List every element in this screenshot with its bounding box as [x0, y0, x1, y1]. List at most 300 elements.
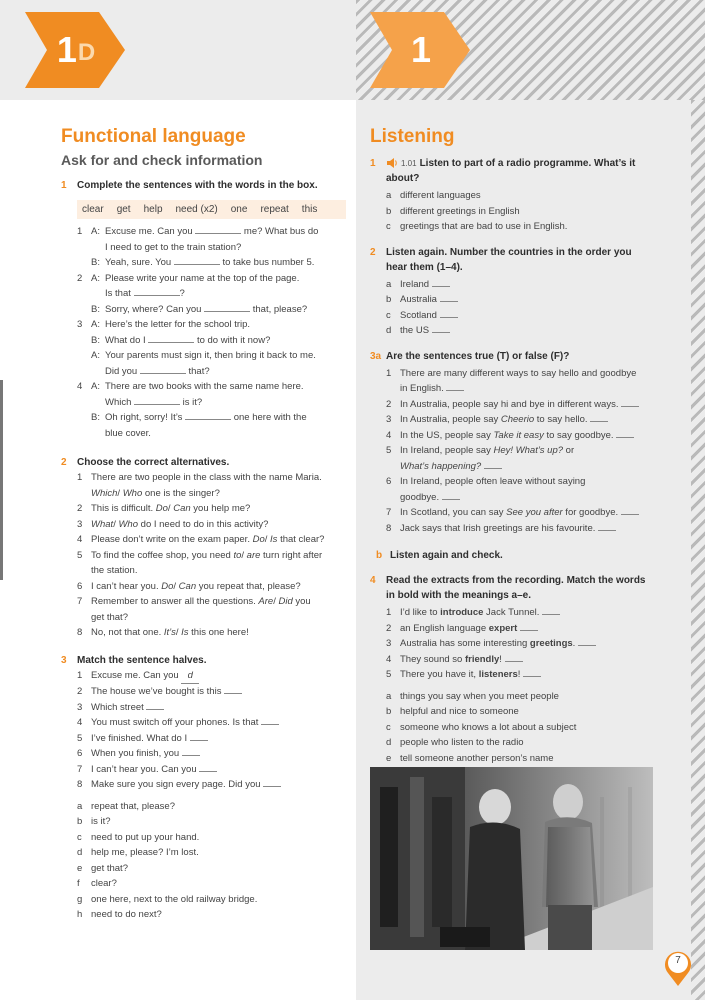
sentence-half — [77, 715, 346, 731]
ending-option — [77, 830, 346, 846]
options-list — [370, 188, 655, 235]
option-letter: f — [77, 878, 80, 889]
option-letter: d — [386, 325, 392, 336]
item-text: Jack says that Irish greetings are his favourite. — [400, 521, 655, 537]
answer-blank[interactable] — [185, 411, 231, 420]
item-number — [77, 410, 91, 426]
item-text: In Australia, people say Cheerio to say hello. — [400, 412, 655, 428]
option-text: things you say when you meet people — [400, 690, 559, 702]
statement-item — [386, 459, 655, 475]
answer-blank[interactable] — [134, 396, 180, 405]
item-text: No, not that one. It’s/ Is this one here! — [91, 627, 249, 638]
statement-item — [386, 490, 655, 506]
item-text: Which/ Who one is the singer? — [91, 487, 220, 499]
answer-blank[interactable] — [440, 309, 458, 318]
ending-option — [77, 861, 346, 877]
item-text: In Ireland, people say Hey! What’s up? or — [400, 445, 575, 456]
exercise-instruction: Listen again and check. — [390, 550, 503, 561]
item-number: 2 — [386, 622, 392, 634]
item-number: 8 — [77, 779, 83, 790]
option-letter: a — [77, 800, 83, 812]
item-number — [77, 426, 91, 442]
item-number — [77, 333, 91, 349]
exercise-number: b — [376, 550, 383, 561]
speaker-label: A: — [91, 381, 100, 392]
line-text: Oh right, sorry! It’s one here with the — [105, 412, 307, 423]
option-letter: c — [77, 831, 82, 843]
item-text: Make sure you sign every page. Did you — [91, 777, 346, 793]
item-number: 1 — [386, 367, 392, 379]
item-number: 3 — [77, 518, 83, 530]
item-text: I can’t hear you. Do/ Can you repeat that, please? — [91, 580, 301, 592]
item-number: 4 — [386, 653, 392, 665]
sentence-half — [77, 700, 346, 716]
option-text: clear? — [91, 878, 117, 889]
item-number: 4 — [386, 429, 392, 441]
item-text: The house we’ve bought is this — [91, 684, 346, 700]
speaker-label: B: — [91, 412, 100, 423]
extracts-list — [370, 605, 655, 683]
statement-item — [386, 505, 655, 521]
dialogue-list — [61, 224, 346, 441]
sentence-half — [77, 746, 346, 762]
answer-blank[interactable] — [616, 429, 634, 438]
item-text: You must switch off your phones. Is that — [91, 715, 346, 731]
line-text: blue cover. — [105, 427, 151, 439]
sentence-half — [77, 731, 346, 747]
item-number — [386, 381, 400, 397]
speaker-label: B: — [91, 334, 100, 346]
speaker-label: A: — [91, 272, 100, 284]
option-text: is it? — [91, 816, 111, 827]
section-subtitle: Ask for and check information — [61, 152, 263, 168]
dialogue-line — [77, 333, 346, 349]
statement-item — [386, 366, 655, 382]
dialogue-line — [77, 364, 346, 380]
answer-blank[interactable] — [134, 287, 180, 296]
alternative-item — [77, 579, 346, 595]
hatch-side-band — [691, 100, 705, 1000]
exercise-number: 2 — [61, 457, 67, 468]
item-text: What/ Who do I need to do in this activity? — [91, 518, 269, 530]
line-text: Sorry, where? Can you that, please? — [105, 303, 308, 315]
option-text: get that? — [91, 862, 128, 874]
extract-item — [386, 667, 655, 683]
speaker-label: B: — [91, 257, 100, 268]
country-item — [386, 323, 655, 339]
box-word: one — [230, 204, 248, 215]
item-text: What’s happening? — [400, 459, 655, 475]
item-text: When you finish, you — [91, 746, 346, 762]
option-letter: e — [386, 752, 392, 764]
option-text: helpful and nice to someone — [400, 706, 519, 717]
unit-badge-left — [25, 12, 125, 88]
option-letter: b — [77, 816, 83, 827]
sentence-half — [77, 684, 346, 700]
item-number — [77, 255, 91, 271]
item-number — [77, 610, 91, 626]
answer-blank[interactable] — [446, 382, 464, 391]
answer-blank[interactable] — [195, 225, 241, 234]
answer-blank[interactable] — [542, 606, 560, 615]
box-word: need (x2) — [175, 204, 218, 215]
speaker-label — [91, 426, 105, 442]
item-number: 2 — [77, 272, 83, 284]
alternative-item — [77, 486, 346, 502]
extract-item — [386, 605, 655, 621]
option-item — [386, 219, 655, 235]
item-number: 6 — [386, 476, 392, 487]
unit-number-right: 1 — [410, 29, 432, 70]
true-false-list — [370, 366, 655, 537]
option-letter: h — [77, 909, 83, 920]
option-text: different languages — [400, 190, 481, 201]
answer-blank[interactable] — [432, 324, 450, 333]
dialogue-line — [77, 302, 346, 318]
item-number: 2 — [77, 503, 83, 514]
sentence-half — [77, 777, 346, 793]
item-text: Please don’t write on the exam paper. Do/ Is that clear? — [91, 534, 325, 545]
option-letter: c — [386, 721, 391, 733]
countries-list — [370, 277, 655, 339]
option-text: the US — [400, 323, 655, 339]
option-text: greetings that are bad to use in English. — [400, 221, 568, 232]
exercise-instruction: Complete the sentences with the words in the box. — [77, 180, 318, 191]
country-item — [386, 308, 655, 324]
line-text: Here’s the letter for the school trip. — [105, 319, 251, 330]
sentence-halves-list — [61, 668, 346, 793]
item-number: 1 — [386, 607, 392, 618]
unit-number: 1 — [56, 29, 77, 70]
item-text: In the US, people say Take it easy to say goodbye. — [400, 428, 655, 444]
line-text: Is that ? — [105, 288, 185, 299]
audio-icon[interactable] — [386, 157, 398, 169]
statement-item — [386, 412, 655, 428]
speaker-label — [91, 364, 105, 380]
answer-blank[interactable] — [182, 755, 200, 756]
line-text: Which is it? — [105, 396, 203, 408]
box-word: clear — [82, 204, 104, 215]
option-text: Australia — [400, 292, 655, 308]
dialogue-line — [77, 348, 346, 364]
speaker-label: A: — [91, 350, 100, 361]
item-text: an English language expert — [400, 621, 655, 637]
option-letter: b — [386, 205, 392, 217]
alternative-item — [77, 501, 346, 517]
item-number — [77, 302, 91, 318]
item-number: 3 — [77, 701, 83, 713]
item-text: There are many different ways to say hello and goodbye — [400, 367, 637, 379]
meaning-option — [386, 735, 655, 751]
item-number: 2 — [386, 398, 392, 410]
extract-item — [386, 652, 655, 668]
answer-blank[interactable] — [621, 506, 639, 515]
item-text: in English. — [400, 381, 655, 397]
item-text: get that? — [91, 611, 128, 623]
exercise-1 — [61, 178, 346, 441]
alternatives-list — [61, 470, 346, 641]
unit-badge-right — [370, 12, 470, 88]
page-number: 7 — [675, 955, 681, 966]
option-letter: d — [77, 847, 83, 858]
answer-blank[interactable] — [440, 293, 458, 302]
option-text: different greetings in English — [400, 205, 520, 217]
ending-option — [77, 814, 346, 830]
item-number: 6 — [77, 748, 83, 759]
option-letter: a — [386, 690, 392, 702]
word-box — [77, 200, 346, 219]
item-number: 3 — [386, 414, 392, 425]
item-text: There you have it, listeners! — [400, 667, 655, 683]
ending-option — [77, 845, 346, 861]
item-number: 5 — [386, 669, 392, 680]
alternative-item — [77, 517, 346, 533]
statement-item — [386, 381, 655, 397]
section-title: Functional language — [61, 126, 246, 147]
line-text: Excuse me. Can you me? What bus do — [105, 226, 319, 237]
dialogue-line — [77, 395, 346, 411]
item-number — [77, 286, 91, 302]
exercise-instruction: Are the sentences true (T) or false (F)? — [386, 350, 570, 362]
answer-blank[interactable] — [190, 740, 208, 741]
item-text: In Scotland, you can say See you after for goodbye. — [400, 505, 655, 521]
item-text: the station. — [91, 565, 138, 576]
answer-blank[interactable]: d — [181, 668, 199, 685]
exercise-instruction: Listen to part of a radio programme. What’s it about? — [386, 158, 636, 184]
item-text: I can’t hear you. Can you — [91, 762, 346, 778]
answer-blank[interactable] — [261, 724, 279, 725]
option-item — [386, 204, 655, 220]
statement-item — [386, 397, 655, 413]
item-number — [77, 486, 91, 502]
item-text: In Australia, people say hi and bye in different ways. — [400, 397, 655, 413]
answer-blank[interactable] — [590, 413, 608, 422]
alternative-item — [77, 610, 346, 626]
option-letter: b — [386, 294, 392, 305]
answer-blank[interactable] — [520, 622, 538, 631]
item-number: 4 — [77, 717, 83, 728]
option-letter: d — [386, 737, 392, 748]
exercise-instruction: Read the extracts from the recording. Match the words in bold with the meanings a–e. — [386, 575, 646, 601]
option-text: Ireland — [400, 277, 655, 293]
meaning-option — [386, 689, 655, 705]
answer-blank[interactable] — [199, 771, 217, 772]
exercise-instruction: Match the sentence halves. — [77, 654, 207, 666]
item-number: 7 — [77, 596, 83, 607]
dialogue-line — [77, 286, 346, 302]
option-text: need to put up your hand. — [91, 831, 200, 843]
exercise-number: 2 — [370, 246, 376, 258]
speaker-label: A: — [91, 226, 100, 237]
item-text: Remember to answer all the questions. Are/ Did you — [91, 596, 311, 607]
option-letter: c — [386, 221, 391, 232]
answer-blank[interactable] — [146, 709, 164, 710]
answer-blank[interactable] — [148, 334, 194, 343]
extract-item — [386, 621, 655, 637]
dialogue-line — [77, 379, 346, 395]
answer-blank[interactable] — [174, 256, 220, 265]
answer-blank[interactable] — [523, 668, 541, 677]
item-number: 7 — [77, 763, 83, 775]
listening-exercise-2 — [370, 245, 655, 339]
meanings-list — [370, 689, 655, 767]
track-number: 1.01 — [401, 159, 417, 168]
listening-exercise-3a — [370, 349, 655, 537]
item-number — [77, 364, 91, 380]
statement-item — [386, 443, 655, 459]
item-number: 4 — [77, 381, 83, 392]
exercise-number: 1 — [61, 180, 67, 191]
speaker-label: B: — [91, 303, 100, 315]
answer-blank[interactable] — [484, 460, 502, 469]
item-text: I’ve finished. What do I — [91, 731, 346, 747]
answer-blank[interactable] — [224, 693, 242, 694]
alternative-item — [77, 594, 346, 610]
box-word: repeat — [260, 204, 289, 215]
ending-option — [77, 892, 346, 908]
item-text: There are two people in the class with the name Maria. — [91, 472, 322, 483]
photo-illustration — [370, 767, 653, 950]
exercise-3 — [61, 653, 346, 923]
option-text: people who listen to the radio — [400, 737, 524, 748]
line-text: What do I to do with it now? — [105, 334, 271, 346]
listening-exercise-3b — [370, 548, 655, 563]
option-letter: b — [386, 706, 392, 717]
item-number: 2 — [77, 686, 83, 697]
dialogue-line — [77, 255, 346, 271]
line-text: Yeah, sure. You to take bus number 5. — [105, 257, 315, 268]
sentence-half — [77, 762, 346, 778]
item-number: 5 — [77, 732, 83, 744]
country-item — [386, 292, 655, 308]
line-text: There are two books with the same name here. — [105, 381, 304, 392]
line-text: Did you that? — [105, 365, 210, 377]
speaker-label — [91, 286, 105, 302]
alternative-item — [77, 563, 346, 579]
answer-blank[interactable] — [505, 653, 523, 662]
answer-blank[interactable] — [621, 398, 639, 407]
answer-blank[interactable] — [432, 278, 450, 287]
answer-blank[interactable] — [140, 365, 186, 374]
item-number: 4 — [77, 534, 83, 545]
option-letter: e — [77, 862, 83, 874]
option-text: Scotland — [400, 308, 655, 324]
exercise-2 — [61, 455, 346, 641]
ending-option — [77, 876, 346, 892]
item-text: Which street — [91, 700, 346, 716]
statement-item — [386, 521, 655, 537]
item-text: To find the coffee shop, you need to/ are turn right after — [91, 549, 323, 561]
item-text: They sound so friendly! — [400, 652, 655, 668]
item-number — [77, 348, 91, 364]
box-word: this — [301, 204, 318, 215]
option-letter: c — [386, 309, 391, 321]
section-title: Listening — [370, 126, 455, 147]
speaker-label — [91, 395, 105, 411]
listening-column — [370, 126, 655, 766]
item-number — [77, 240, 91, 256]
box-word: help — [143, 204, 163, 215]
item-number: 1 — [77, 472, 83, 483]
item-number — [77, 395, 91, 411]
exercise-number: 4 — [370, 575, 376, 586]
item-number: 1 — [77, 669, 83, 681]
alternative-item — [77, 625, 346, 641]
exercise-instruction: Choose the correct alternatives. — [77, 457, 230, 468]
option-text: someone who knows a lot about a subject — [400, 721, 577, 733]
statement-item — [386, 428, 655, 444]
exercise-number: 3 — [61, 654, 67, 666]
dialogue-line — [77, 426, 346, 442]
item-number: 1 — [77, 226, 83, 237]
option-text: one here, next to the old railway bridge. — [91, 893, 258, 905]
option-text: repeat that, please? — [91, 800, 175, 812]
item-number: 5 — [386, 445, 392, 456]
item-text: goodbye. — [400, 490, 655, 506]
answer-blank[interactable] — [204, 303, 250, 312]
listening-exercise-4 — [370, 573, 655, 766]
item-number — [77, 563, 91, 579]
unit-letter: D — [77, 39, 96, 66]
location-pin-icon — [662, 947, 694, 987]
item-text: This is difficult. Do/ Can you help me? — [91, 503, 251, 514]
dialogue-line — [77, 410, 346, 426]
meaning-option — [386, 720, 655, 736]
item-number: 3 — [386, 638, 392, 649]
answer-blank[interactable] — [578, 637, 596, 646]
item-number: 8 — [386, 522, 392, 534]
answer-blank[interactable] — [442, 491, 460, 500]
alternative-item — [77, 532, 346, 548]
extract-item — [386, 636, 655, 652]
option-letter: a — [386, 278, 392, 290]
option-letter: a — [386, 190, 392, 201]
item-number: 8 — [77, 627, 83, 638]
item-number: 6 — [77, 580, 83, 592]
line-text: Your parents must sign it, then bring it back to me. — [105, 350, 316, 361]
line-text: I need to get to the train station? — [105, 241, 242, 253]
answer-blank[interactable] — [598, 522, 616, 531]
line-text: Please write your name at the top of the page. — [105, 272, 300, 284]
functional-language-column — [61, 126, 346, 923]
option-text: tell someone another person’s name — [400, 752, 554, 764]
listening-exercise-1 — [370, 156, 655, 235]
option-text: help me, please? I’m lost. — [91, 847, 199, 858]
endings-list — [61, 799, 346, 923]
item-text: In Ireland, people often leave without saying — [400, 476, 586, 487]
meaning-option — [386, 751, 655, 767]
box-word: get — [116, 204, 131, 215]
option-letter: g — [77, 893, 83, 905]
binding-edge-mark — [0, 380, 3, 580]
item-number — [386, 459, 400, 475]
dialogue-line — [77, 317, 346, 333]
option-item — [386, 188, 655, 204]
statement-item — [386, 474, 655, 490]
ending-option — [77, 799, 346, 815]
train-station-photo — [370, 767, 653, 950]
alternative-item — [77, 548, 346, 564]
option-text: need to do next? — [91, 909, 162, 920]
item-number: 5 — [77, 549, 83, 561]
dialogue-line — [77, 224, 346, 240]
sentence-half — [77, 668, 346, 685]
answer-blank[interactable] — [263, 786, 281, 787]
item-number — [386, 490, 400, 506]
dialogue-line — [77, 240, 346, 256]
exercise-number: 1 — [370, 158, 376, 169]
item-text: Australia has some interesting greetings. — [400, 636, 655, 652]
